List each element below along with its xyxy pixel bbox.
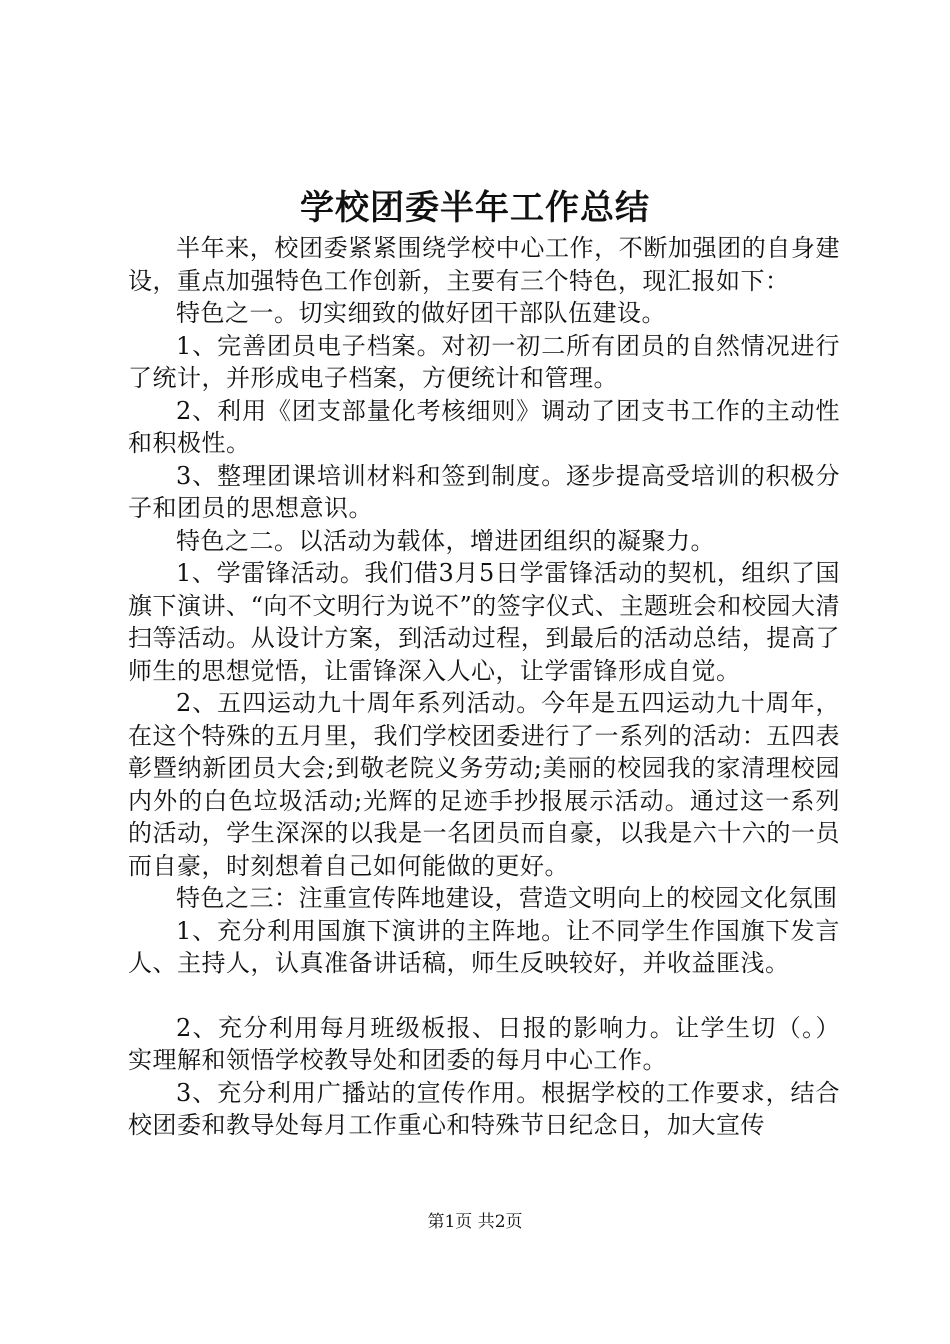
paragraph: 2、五四运动九十周年系列活动。今年是五四运动九十周年，在这个特殊的五月里，我们学校团委进行了一系列的活动：五四表彰暨纳新团员大会;到敬老院义务劳动;美丽的校园我的家清理校园内外的白色垃圾活动;光辉的足迹手抄报展示活动。通过这一系列的活动，学生深深的以我是一名团员而自豪，以我是六十六的一员而自豪，时刻想着自己如何能做的更好。: [128, 689, 840, 880]
paragraph: 1、学雷锋活动。我们借3月5日学雷锋活动的契机，组织了国旗下演讲、“向不文明行为说不”的签字仪式、主题班会和校园大清扫等活动。从设计方案，到活动过程，到最后的活动总结，提高了师生的思想觉悟，让雷锋深入人心，让学雷锋形成自觉。: [128, 559, 840, 685]
paragraph: 1、完善团员电子档案。对初一初二所有团员的自然情况进行了统计，并形成电子档案，方便统计和管理。: [128, 331, 840, 392]
section-heading: 特色之二。以活动为载体，增进团组织的凝聚力。: [176, 526, 715, 555]
document-title: 学校团委半年工作总结: [300, 188, 650, 228]
paragraph: 2、利用《团支部量化考核细则》调动了团支书工作的主动性和积极性。: [128, 396, 840, 457]
page-indicator: 第1页 共2页: [427, 1212, 523, 1232]
paragraph: 3、充分利用广播站的宣传作用。根据学校的工作要求，结合校团委和教导处每月工作重心和特殊节日纪念日，加大宣传: [128, 1078, 840, 1139]
document-body: [128, 232, 840, 1142]
paragraph: 3、整理团课培训材料和签到制度。逐步提高受培训的积极分子和团员的思想意识。: [128, 461, 840, 522]
section-heading: 特色之一。切实细致的做好团干部队伍建设。: [176, 299, 666, 327]
paragraph: 半年来，校团委紧紧围绕学校中心工作，不断加强团的自身建设，重点加强特色工作创新，主要有三个特色，现汇报如下：: [128, 234, 840, 295]
section-heading: 特色之三：注重宣传阵地建设，营造文明向上的校园文化氛围: [176, 884, 838, 912]
paragraph: 2、充分利用每月班级板报、日报的影响力。让学生切（。）实理解和领悟学校教导处和团委的每月中心工作。: [128, 1013, 840, 1074]
paragraph: 1、充分利用国旗下演讲的主阵地。让不同学生作国旗下发言人、主持人，认真准备讲话稿，师生反映较好，并收益匪浅。: [128, 916, 840, 977]
